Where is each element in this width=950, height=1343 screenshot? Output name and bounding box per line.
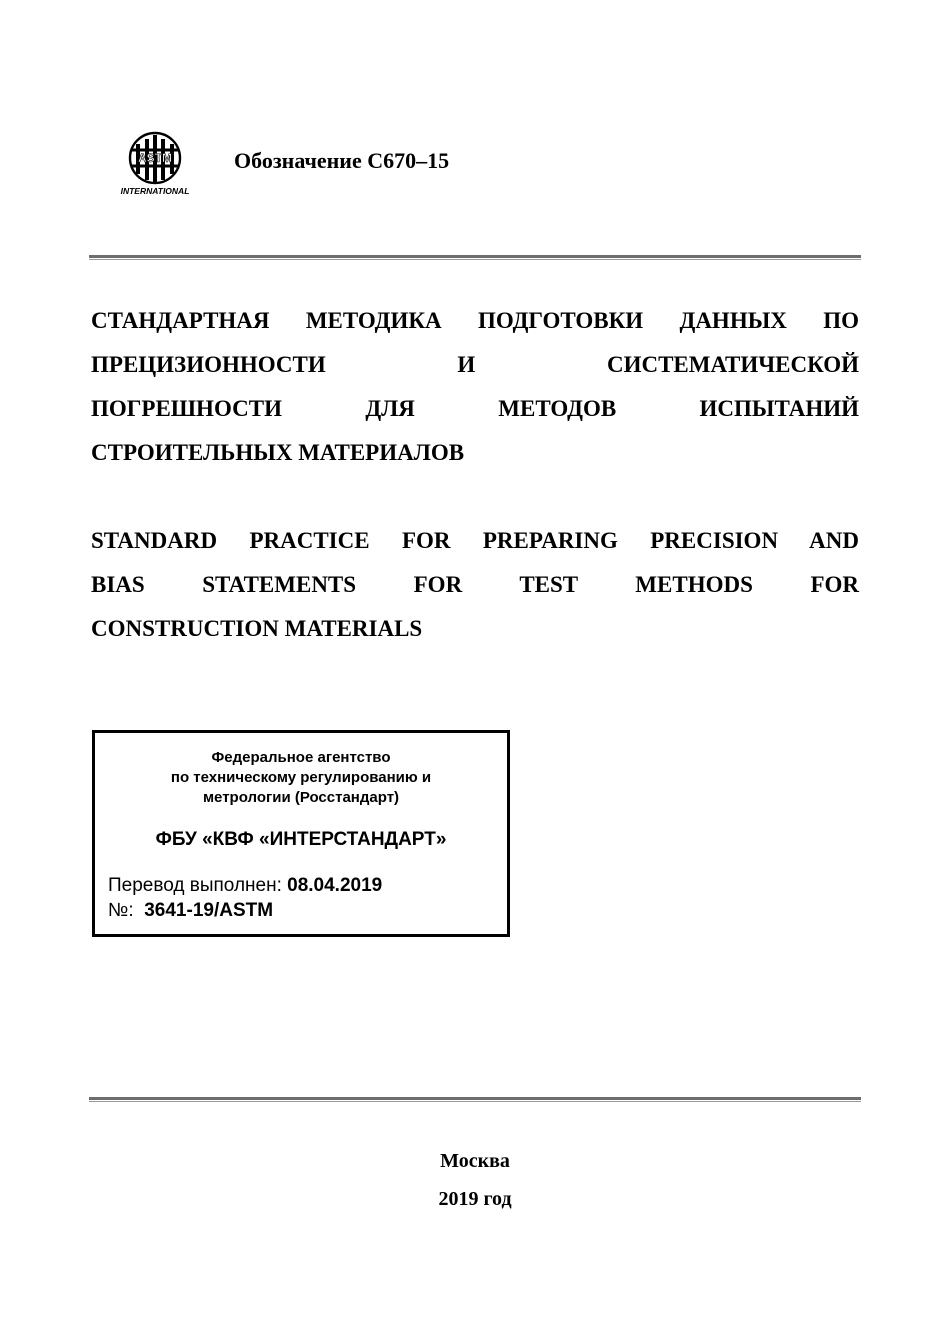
translation-date-label: Перевод выполнен: bbox=[108, 875, 282, 896]
stamp-agency bbox=[95, 748, 507, 808]
translation-date-line bbox=[108, 875, 382, 897]
stamp-organization: ФБУ «КВФ «ИНТЕРСТАНДАРТ» bbox=[155, 829, 447, 850]
stamp-agency-line: по техническому регулированию и bbox=[170, 769, 432, 786]
title-ru-line: СТАНДАРТНАЯ МЕТОДИКА ПОДГОТОВКИ ДАННЫХ ПО bbox=[91, 308, 859, 333]
title-en-line: STANDARD PRACTICE FOR PREPARING PRECISION AND bbox=[91, 528, 859, 553]
title-russian bbox=[91, 299, 859, 475]
title-en-line: CONSTRUCTION MATERIALS bbox=[91, 616, 423, 641]
publication-year: 2019 год bbox=[438, 1188, 512, 1210]
stamp-agency-line: метрологии (Росстандарт) bbox=[202, 789, 400, 806]
translation-number-label: №: bbox=[108, 900, 134, 921]
publication-city: Москва bbox=[440, 1150, 510, 1172]
title-ru-line: СТРОИТЕЛЬНЫХ МАТЕРИАЛОВ bbox=[91, 440, 465, 465]
logo-caption: INTERNATIONAL bbox=[120, 186, 190, 196]
translation-date-value: 08.04.2019 bbox=[287, 875, 383, 896]
translation-number-line bbox=[108, 900, 273, 922]
stamp-agency-line: Федеральное агентство bbox=[211, 749, 391, 766]
bottom-divider bbox=[89, 1097, 861, 1102]
astm-logo-icon bbox=[114, 130, 196, 198]
translation-stamp bbox=[92, 730, 510, 937]
logo-mark-text: ASTM bbox=[138, 151, 172, 165]
document-designation: Обозначение C670–15 bbox=[234, 148, 450, 173]
title-en-line: BIAS STATEMENTS FOR TEST METHODS FOR bbox=[91, 572, 859, 597]
top-divider bbox=[89, 255, 861, 260]
title-ru-line: ПОГРЕШНОСТИ ДЛЯ МЕТОДОВ ИСПЫТАНИЙ bbox=[91, 396, 859, 421]
translation-number-value: 3641-19/ASTM bbox=[144, 900, 274, 921]
title-english bbox=[91, 519, 859, 651]
title-ru-line: ПРЕЦИЗИОННОСТИ И СИСТЕМАТИЧЕСКОЙ bbox=[91, 352, 859, 377]
